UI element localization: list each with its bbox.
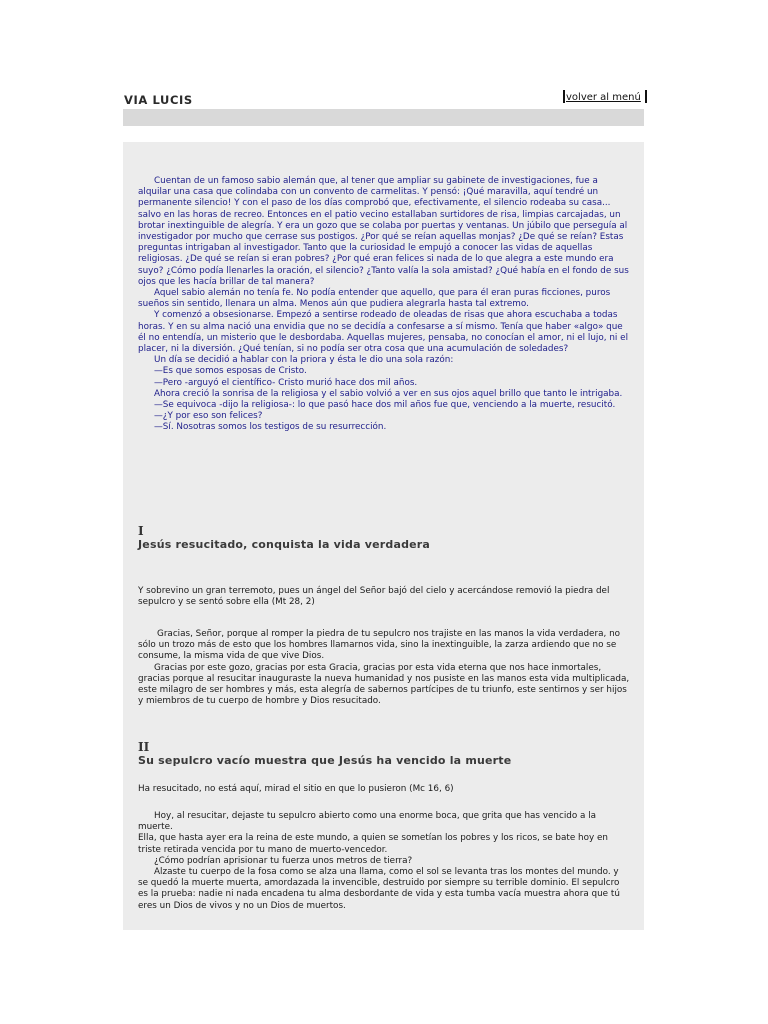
intro-story: [138, 176, 630, 434]
section-1-title: Jesús resucitado, conquista la vida verdadera: [138, 538, 431, 551]
section-2-paragraph: ¿Cómo podrían aprisionar tu fuerza unos metros de tierra?: [154, 855, 413, 866]
back-to-menu-link[interactable]: volver al menú: [566, 92, 641, 103]
section-1-paragraph: Gracias por este gozo, gracias por esta Gracia, gracias por esta vida eterna que nos hace inmortales, gracias porque al resucitar inauguraste la nueva humanidad y nos pusiste en las manos esta vida multiplicada, este milagro de ser hombres y más, esta alegría de sabernos partícipes de tu triunfo, este sentirnos y ser hijos y miembros de tu cuerpo de hombre y Dios resucitado.: [138, 662, 630, 707]
story-paragraph: Ahora creció la sonrisa de la religiosa y el sabio volvió a ver en sus ojos aquel brillo que tanto le intrigaba.: [154, 388, 623, 399]
content-panel: [123, 142, 644, 930]
section-2-paragraph: Alzaste tu cuerpo de la fosa como se alza una llama, como el sol se levanta tras los montes del mundo. y se quedó la muerte muerta, amordazada la invencible, destruido por siempre su terrible dominio. El sepulcro es la prueba: nadie ni nada encadena tu alma desbordante de vida y esta tumba vacía muestra ahora que tú eres un Dios de vivos y no un Dios de muertos.: [138, 867, 620, 911]
link-separator-right: [645, 90, 647, 103]
back-to-menu: [562, 90, 648, 103]
section-2-paragraph: Hoy, al resucitar, dejaste tu sepulcro abierto como una enorme boca, que grita que has vencido a la muerte.: [138, 811, 597, 833]
dialogue-line: —¿Y por eso son felices?: [154, 411, 263, 422]
section-2-body: [138, 811, 630, 912]
story-paragraph: Un día se decidió a hablar con la priora y ésta le dio una sola razón:: [154, 355, 454, 366]
site-title: VIA LUCIS: [124, 93, 193, 107]
section-2-number: II: [138, 740, 150, 754]
section-2-title: Su sepulcro vacío muestra que Jesús ha vencido la muerte: [138, 754, 512, 767]
section-1-number: I: [138, 524, 144, 538]
story-paragraph: Cuentan de un famoso sabio alemán que, al tener que ampliar su gabinete de investigaciones, fue a alquilar una casa que colindaba con un convento de carmelitas. Y pensó: ¡Qué maravilla, aquí tendré un permanente silencio! Y con el paso de los días comprobó que, efectivamente, el silencio rodeaba su casa... salvo en las horas de recreo. Entonces en el patio vecino estallaban surtidores de risa, limpias carcajadas, un brotar inextinguible de alegría. Y era un gozo que se colaba por puertas y ventanas. Un júbilo que perseguía al investigador por mucho que cerrase sus postigos. ¿Por qué se reían aquellas monjas? ¿De qué se reían? Estas preguntas intrigaban al investigador. Tanto que la curiosidad le empujó a conocer las vidas de aquellas religiosas. ¿De qué se reían si eran pobres? ¿Por qué eran felices si nada de lo que alegra a este mundo era suyo? ¿Cómo podía llenarles la oración, el silencio? ¿Tanto valía la sola amistad? ¿Qué había en el fondo de sus ojos que les hacía brillar de tal manera?: [138, 176, 629, 287]
dialogue-line: —Pero -arguyó el científico- Cristo murió hace dos mil años.: [154, 377, 418, 388]
story-paragraph: Y comenzó a obsesionarse. Empezó a sentirse rodeado de oleadas de risas que ahora escuchaba a todas horas. Y en su alma nació una envidia que no se decidía a confesarse a sí mismo. Tenía que haber «algo» que él no entendía, un misterio que le desbordaba. Aquellas mujeres, pensaba, no conocían el amor, ni el lujo, ni el placer, ni la diversión. ¿Qué tenían, si no podía ser otra cosa que una acumulación de soledades?: [138, 310, 629, 355]
dialogue-line: —Es que somos esposas de Cristo.: [154, 366, 307, 377]
section-1-paragraph: Gracias, Señor, porque al romper la piedra de tu sepulcro nos trajiste en las manos la vida verdadera, no sólo un trozo más de esto que los hombres llamarnos vida, sino la inextinguible, la zarza ardiendo que no se consume, la misma vida de que vive Dios.: [138, 629, 621, 662]
section-1-quote: Y sobrevino un gran terremoto, pues un ángel del Señor bajó del cielo y acercándose removió la piedra del sepulcro y se sentó sobre ella (Mt 28, 2): [138, 586, 610, 608]
section-2-quote: Ha resucitado, no está aquí, mirad el sitio en que lo pusieron (Mc 16, 6): [138, 784, 454, 794]
header-bar: [123, 109, 644, 126]
link-separator-left: [563, 90, 565, 103]
section-2-paragraph: Ella, que hasta ayer era la reina de este mundo, a quien se sometían los pobres y los ricos, se bate hoy en triste retirada vencida por tu mano de muerto-vencedor.: [138, 833, 608, 855]
story-paragraph: Aquel sabio alemán no tenía fe. No podía entender que aquello, que para él eran puras ficciones, puros sueños sin sentido, llenara un alma. Menos aún que pudiera alegrarla hasta tal extremo.: [138, 288, 611, 310]
dialogue-line: —Sí. Nosotras somos los testigos de su resurrección.: [154, 422, 387, 433]
dialogue-line: —Se equivoca -dijo la religiosa-: lo que pasó hace dos mil años fue que, venciendo a la muerte, resucitó.: [154, 400, 616, 411]
section-1-body: [138, 629, 630, 707]
